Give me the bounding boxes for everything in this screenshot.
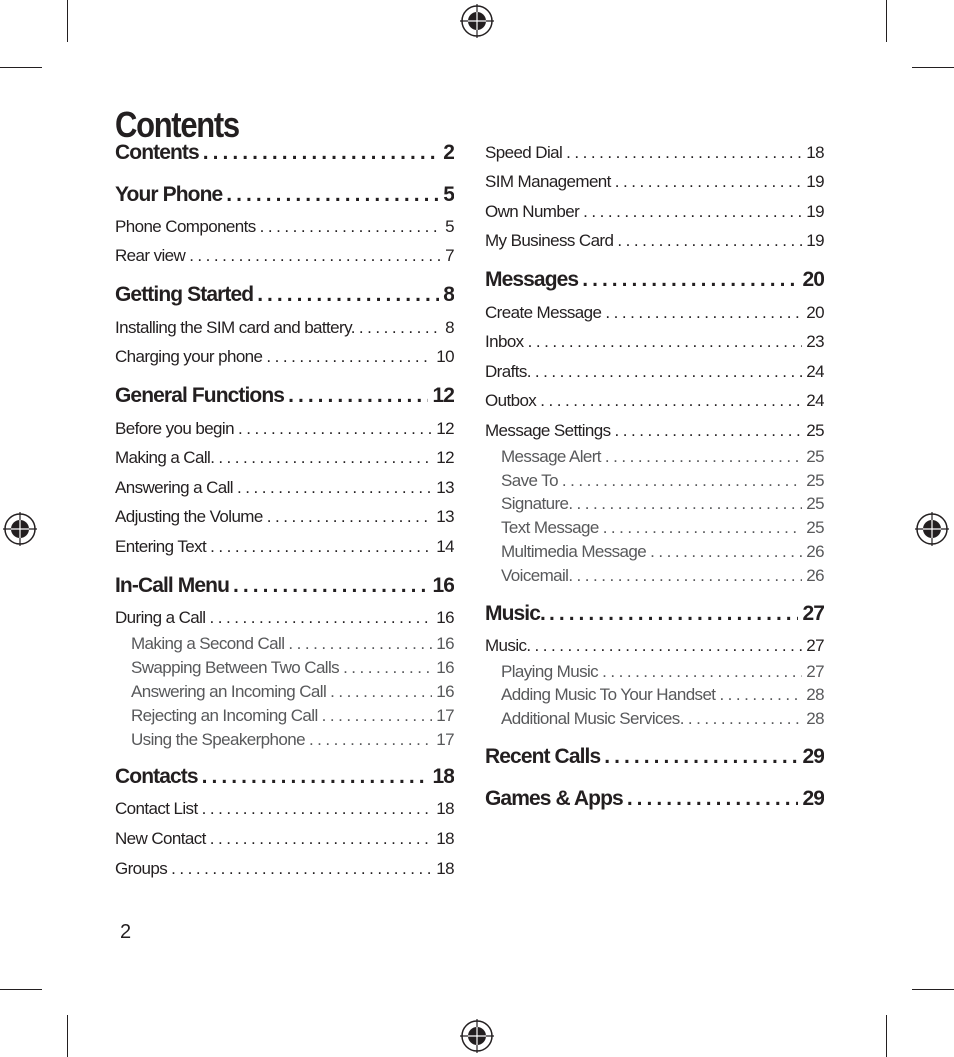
toc-entry-label: Getting Started <box>115 283 254 306</box>
toc-entry-label: Contact List <box>115 799 198 818</box>
toc-entry-page: 25 <box>806 447 824 466</box>
toc-leader-dots <box>189 244 441 268</box>
toc-chapter-entry[interactable] <box>115 572 454 600</box>
toc-section-entry[interactable] <box>485 200 824 224</box>
toc-leader-dots <box>343 656 432 680</box>
toc-entry-page: 17 <box>436 730 454 749</box>
toc-entry-label: Answering a Call <box>115 478 233 497</box>
page-number: 2 <box>120 921 132 943</box>
toc-entry-label: Making a Call. <box>115 448 215 467</box>
toc-chapter-entry[interactable] <box>485 266 824 294</box>
toc-entry-label: Swapping Between Two Calls <box>131 658 340 677</box>
toc-entry-page: 26 <box>806 566 824 585</box>
crop-mark-bottom-left-vertical <box>67 1015 68 1057</box>
toc-leader-dots <box>604 743 798 771</box>
toc-leader-dots <box>583 200 802 224</box>
toc-leader-dots <box>267 505 433 529</box>
crop-mark-top-left-vertical <box>67 0 68 42</box>
toc-leader-dots <box>218 446 432 470</box>
toc-section-entry[interactable] <box>485 229 824 253</box>
toc-entry-page: 27 <box>806 636 824 655</box>
toc-entry-label: New Contact <box>115 829 206 848</box>
toc-section-entry[interactable] <box>485 634 824 658</box>
toc-section-entry[interactable] <box>115 535 454 559</box>
toc-entry-page: 25 <box>806 471 824 490</box>
toc-entry-page: 17 <box>436 706 454 725</box>
crop-mark-top-left-horizontal <box>0 67 42 68</box>
toc-entry-label: Games & Apps <box>485 787 623 810</box>
toc-section-entry[interactable] <box>485 360 824 384</box>
toc-entry-page: 24 <box>806 362 824 381</box>
toc-leader-dots <box>605 445 802 469</box>
toc-entry-page: 28 <box>806 685 824 704</box>
toc-entry-label: Using the Speakerphone <box>131 730 305 749</box>
registration-mark-top-icon <box>459 3 495 39</box>
toc-entry-label: Contents <box>115 141 199 164</box>
toc-section-entry[interactable] <box>115 505 454 529</box>
toc-chapter-entry[interactable] <box>115 139 454 167</box>
toc-leader-dots <box>309 728 432 752</box>
toc-leader-dots <box>322 704 433 728</box>
toc-leader-dots <box>615 419 803 443</box>
toc-chapter-entry[interactable] <box>115 281 454 309</box>
toc-entry-label: Own Number <box>485 202 580 221</box>
toc-entry-label: Charging your phone <box>115 347 263 366</box>
toc-leader-dots <box>540 389 802 413</box>
toc-entry-page: 13 <box>436 507 454 526</box>
toc-leader-dots <box>719 683 802 707</box>
toc-entry-page: 26 <box>806 542 824 561</box>
toc-section-entry[interactable] <box>115 797 454 821</box>
toc-chapter-entry[interactable] <box>115 763 454 791</box>
toc-entry-page: 8 <box>443 283 454 306</box>
toc-entry-label: Message Alert <box>501 447 601 466</box>
toc-subsection-entry[interactable] <box>131 680 454 704</box>
toc-entry-page: 12 <box>436 448 454 467</box>
toc-chapter-entry[interactable] <box>485 600 824 628</box>
registration-mark-right-icon <box>914 511 950 547</box>
toc-section-entry[interactable] <box>115 345 454 369</box>
toc-leader-dots <box>233 572 428 600</box>
toc-leader-dots <box>288 632 432 656</box>
crop-mark-bottom-left-horizontal <box>0 989 42 990</box>
toc-leader-dots <box>330 680 432 704</box>
toc-entry-page: 16 <box>436 682 454 701</box>
toc-leader-dots <box>237 476 432 500</box>
toc-entry-label: Text Message <box>501 518 599 537</box>
toc-entry-label: Answering an Incoming Call <box>131 682 327 701</box>
toc-entry-page: 5 <box>445 217 454 236</box>
toc-entry-label: During a Call <box>115 608 206 627</box>
toc-entry-page: 5 <box>443 183 454 206</box>
toc-leader-dots <box>171 857 432 881</box>
toc-chapter-entry[interactable] <box>485 785 824 813</box>
toc-section-entry[interactable] <box>485 170 824 194</box>
crop-mark-bottom-right-horizontal <box>912 989 954 990</box>
toc-entry-page: 24 <box>806 391 824 410</box>
toc-subsection-entry[interactable] <box>131 728 454 752</box>
toc-entry-page: 20 <box>802 268 824 291</box>
toc-subsection-entry[interactable] <box>501 660 824 684</box>
toc-section-entry[interactable] <box>485 330 824 354</box>
crop-mark-top-right-vertical <box>886 0 887 42</box>
toc-entry-label: Outbox <box>485 391 537 410</box>
toc-entry-page: 16 <box>436 634 454 653</box>
toc-entry-label: Multimedia Message <box>501 542 647 561</box>
toc-leader-dots <box>359 316 441 340</box>
toc-section-entry[interactable] <box>485 141 824 165</box>
toc-section-entry[interactable] <box>485 419 824 443</box>
toc-entry-page: 18 <box>436 829 454 848</box>
toc-section-entry[interactable] <box>485 301 824 325</box>
toc-entry-page: 13 <box>436 478 454 497</box>
toc-leader-dots <box>202 763 429 791</box>
toc-entry-page: 8 <box>445 318 454 337</box>
toc-leader-dots <box>627 785 799 813</box>
toc-entry-label: Inbox <box>485 332 524 351</box>
toc-entry-page: 29 <box>802 745 824 768</box>
toc-entry-label: Installing the SIM card and battery. <box>115 318 355 337</box>
toc-entry-page: 19 <box>806 202 824 221</box>
toc-subsection-entry[interactable] <box>501 540 824 564</box>
toc-chapter-entry[interactable] <box>485 743 824 771</box>
toc-entry-page: 25 <box>806 421 824 440</box>
crop-mark-bottom-right-vertical <box>886 1015 887 1057</box>
toc-entry-page: 18 <box>436 859 454 878</box>
toc-leader-dots <box>535 360 802 384</box>
toc-section-entry[interactable] <box>115 244 454 268</box>
toc-entry-label: Making a Second Call <box>131 634 285 653</box>
toc-entry-label: Create Message <box>485 303 602 322</box>
toc-entry-page: 25 <box>806 494 824 513</box>
toc-entry-label: Drafts. <box>485 362 531 381</box>
toc-chapter-entry[interactable] <box>115 382 454 410</box>
registration-mark-left-icon <box>2 511 38 547</box>
toc-entry-page: 18 <box>436 799 454 818</box>
toc-leader-dots <box>202 797 433 821</box>
toc-subsection-entry[interactable] <box>501 469 824 493</box>
toc-entry-page: 19 <box>806 231 824 250</box>
toc-leader-dots <box>210 535 432 559</box>
toc-entry-label: Message Settings <box>485 421 611 440</box>
toc-entry-page: 12 <box>432 384 454 407</box>
toc-leader-dots <box>226 181 439 209</box>
toc-entry-label: Messages <box>485 268 579 291</box>
toc-entry-label: General Functions <box>115 384 285 407</box>
toc-entry-page: 25 <box>806 518 824 537</box>
toc-section-entry[interactable] <box>115 417 454 441</box>
toc-entry-page: 7 <box>445 246 454 265</box>
toc-entry-page: 27 <box>802 602 824 625</box>
toc-leader-dots <box>257 281 439 309</box>
toc-chapter-entry[interactable] <box>115 181 454 209</box>
toc-leader-dots <box>209 606 432 630</box>
toc-section-entry[interactable] <box>115 827 454 851</box>
toc-entry-label: In-Call Menu <box>115 574 230 597</box>
toc-entry-label: Save To <box>501 471 558 490</box>
toc-entry-label: My Business Card <box>485 231 614 250</box>
toc-leader-dots <box>562 469 802 493</box>
toc-entry-label: Contacts <box>115 765 198 788</box>
toc-entry-page: 14 <box>436 537 454 556</box>
toc-entry-page: 23 <box>806 332 824 351</box>
toc-entry-page: 12 <box>436 419 454 438</box>
toc-leader-dots <box>650 540 802 564</box>
toc-entry-label: Speed Dial <box>485 143 563 162</box>
toc-entry-label: Music. <box>485 636 531 655</box>
toc-leader-dots <box>602 660 802 684</box>
toc-subsection-entry[interactable] <box>501 564 824 588</box>
toc-entry-page: 16 <box>432 574 454 597</box>
toc-entry-label: Before you begin <box>115 419 234 438</box>
toc-leader-dots <box>582 266 798 294</box>
toc-leader-dots <box>576 564 802 588</box>
toc-entry-label: Playing Music <box>501 662 599 681</box>
toc-entry-label: Rejecting an Incoming Call <box>131 706 318 725</box>
toc-section-entry[interactable] <box>115 857 454 881</box>
toc-entry-label: Adjusting the Volume <box>115 507 263 526</box>
toc-entry-label: Adding Music To Your Handset <box>501 685 716 704</box>
toc-entry-label: Rear view <box>115 246 186 265</box>
toc-entry-label: Signature. <box>501 494 573 513</box>
page-title: Contents <box>115 104 239 145</box>
toc-section-entry[interactable] <box>115 476 454 500</box>
toc-leader-dots <box>238 417 432 441</box>
toc-leader-dots <box>615 170 803 194</box>
toc-entry-page: 28 <box>806 709 824 728</box>
toc-entry-page: 16 <box>436 658 454 677</box>
toc-entry-label: Recent Calls <box>485 745 601 768</box>
toc-entry-label: Phone Components <box>115 217 256 236</box>
crop-mark-top-right-horizontal <box>912 67 954 68</box>
toc-section-entry[interactable] <box>115 606 454 630</box>
toc-section-entry[interactable] <box>115 446 454 470</box>
toc-section-entry[interactable] <box>115 316 454 340</box>
toc-entry-label: Your Phone <box>115 183 223 206</box>
toc-section-entry[interactable] <box>485 389 824 413</box>
toc-entry-page: 20 <box>806 303 824 322</box>
toc-entry-label: Voicemail. <box>501 566 573 585</box>
toc-entry-label: Additional Music Services. <box>501 709 684 728</box>
toc-leader-dots <box>603 516 803 540</box>
toc-subsection-entry[interactable] <box>501 707 824 731</box>
toc-entry-page: 10 <box>436 347 454 366</box>
toc-leader-dots <box>566 141 802 165</box>
toc-entry-label: Entering Text <box>115 537 207 556</box>
toc-subsection-entry[interactable] <box>501 516 824 540</box>
toc-leader-dots <box>528 330 803 354</box>
toc-subsection-entry[interactable] <box>131 656 454 680</box>
toc-leader-dots <box>535 634 803 658</box>
toc-leader-dots <box>605 301 802 325</box>
toc-leader-dots <box>549 600 798 628</box>
toc-leader-dots <box>288 382 428 410</box>
toc-leader-dots <box>260 215 441 239</box>
toc-leader-dots <box>210 827 433 851</box>
toc-subsection-entry[interactable] <box>131 704 454 728</box>
toc-entry-page: 18 <box>806 143 824 162</box>
toc-entry-page: 27 <box>806 662 824 681</box>
toc-subsection-entry[interactable] <box>131 632 454 656</box>
toc-leader-dots <box>577 492 803 516</box>
toc-entry-label: Music. <box>485 602 545 625</box>
toc-leader-dots <box>203 139 439 167</box>
toc-section-entry[interactable] <box>115 215 454 239</box>
toc-entry-page: 16 <box>436 608 454 627</box>
toc-entry-page: 18 <box>432 765 454 788</box>
toc-entry-label: SIM Management <box>485 172 611 191</box>
toc-entry-page: 2 <box>443 141 454 164</box>
toc-subsection-entry[interactable] <box>501 683 824 707</box>
toc-leader-dots <box>266 345 432 369</box>
toc-entry-page: 29 <box>802 787 824 810</box>
registration-mark-bottom-icon <box>459 1018 495 1054</box>
toc-entry-page: 19 <box>806 172 824 191</box>
toc-subsection-entry[interactable] <box>501 492 824 516</box>
toc-leader-dots <box>688 707 802 731</box>
toc-leader-dots <box>617 229 802 253</box>
toc-entry-label: Groups <box>115 859 168 878</box>
toc-subsection-entry[interactable] <box>501 445 824 469</box>
